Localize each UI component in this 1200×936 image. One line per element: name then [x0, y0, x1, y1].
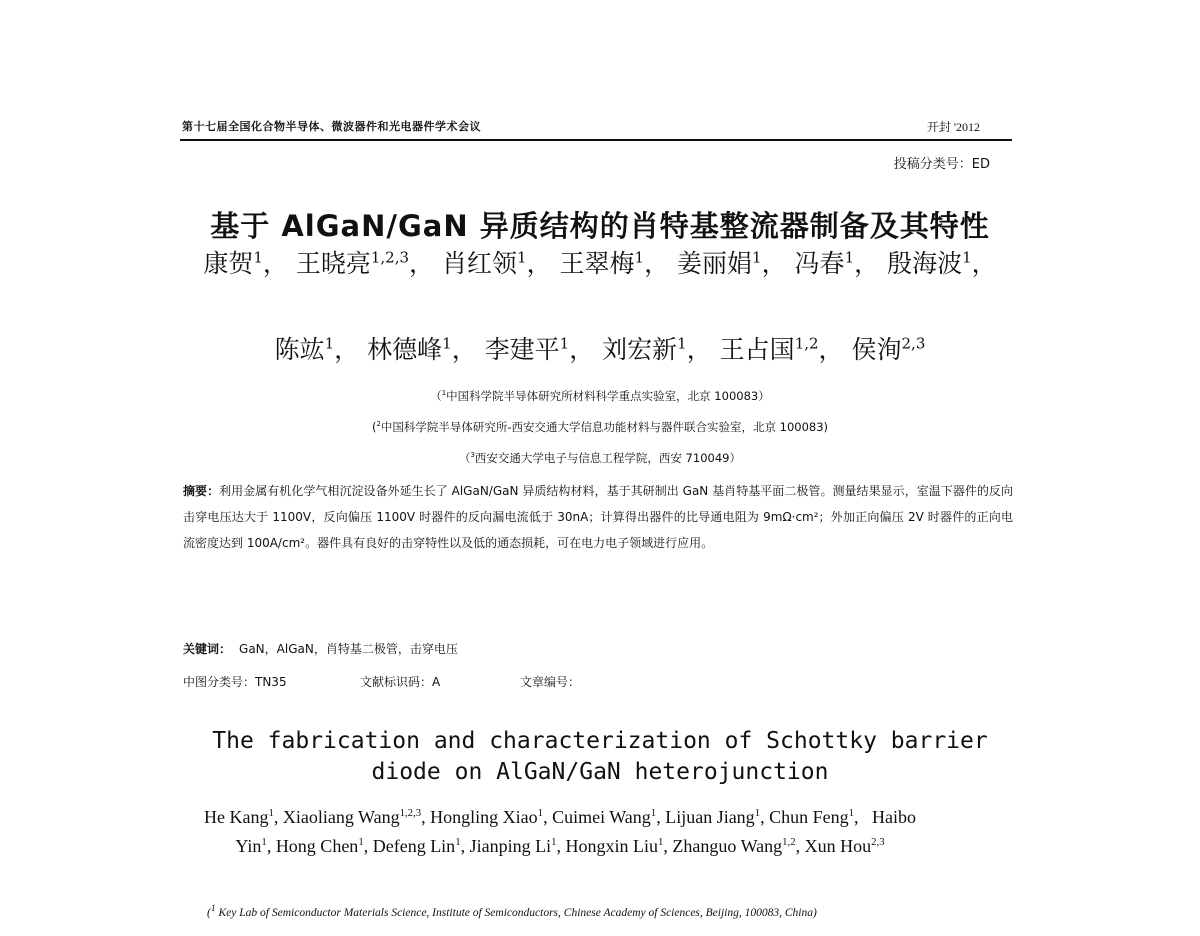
affiliation-cn-1: （$^1$中国科学院半导体研究所材料科学重点实验室，北京 100083） — [430, 389, 770, 403]
author-en: Xiaoliang Wang — [282, 807, 400, 827]
author-cn: 王占国 — [719, 335, 795, 364]
title-chinese: 基于 AlGaN/GaN 异质结构的肖特基整流器制备及其特性 — [210, 209, 990, 243]
author-cn: 殷海波 — [887, 249, 963, 278]
abstract-chinese — [183, 478, 1013, 556]
author-cn: 林德峰 — [367, 335, 443, 364]
title-english-line1: The fabrication and characterization of Schottky barrier — [212, 728, 988, 754]
authors-english: He Kang$^1$, Xiaoliang Wang$^{1,2,3}$, Hongling Xiao$^1$, Cuimei Wang$^1$, Lijuan Jiang$^1$, Chun Feng$^1$, Haibo Yin$^1$, Hong Chen$^1$, Defeng Lin$^1$, Jianping Li$^1$, Hongxin Liu$^1$, Zhanguo Wang$^{1,2}$, Xun Hou$^{2,3}$ — [203, 807, 917, 856]
submission-category: 投稿分类号：ED — [893, 157, 990, 172]
author-en: Jianping Li — [469, 836, 552, 856]
author-en: Chun Feng — [769, 807, 849, 827]
header-rule — [180, 139, 1012, 141]
document-code: 文献标识码：A — [360, 675, 441, 689]
running-head-location-year: 开封 '2012 — [926, 120, 980, 134]
author-cn: 王翠梅 — [559, 249, 635, 278]
keywords-chinese — [183, 640, 458, 657]
author-en: Zhanguo Wang — [672, 836, 783, 856]
author-cn: 刘宏新 — [602, 335, 678, 364]
title-english — [0, 726, 1200, 788]
author-en: He Kang — [203, 807, 269, 827]
affiliation-cn-2: ($^2$中国科学院半导体研究所-西安交通大学信息功能材料与器件联合实验室，北京 100083) — [371, 420, 829, 434]
title-english-line2: diode on AlGaN/GaN heterojunction — [371, 759, 829, 785]
clc-number: 中图分类号：TN35 — [183, 675, 287, 689]
affiliation-cn-3: （$^3$西安交通大学电子与信息工程学院，西安 710049） — [459, 451, 741, 465]
author-en: Cuimei Wang — [552, 807, 651, 827]
author-cn: 侯洵 — [851, 335, 902, 364]
running-head-conference: 第十七届全国化合物半导体、微波器件和光电器件学术会议 — [182, 120, 481, 133]
author-cn: 姜丽娟 — [677, 249, 753, 278]
author-en: Haibo Yin — [235, 807, 917, 856]
article-number: 文章编号： — [520, 675, 581, 689]
author-cn: 冯春 — [794, 249, 845, 278]
author-en: Hong Chen — [275, 836, 359, 856]
author-en: Defeng Lin — [372, 836, 456, 856]
authors-chinese-line1: 康贺$^1$， 王晓亮$^{1,2,3}$， 肖红领$^1$， 王翠梅$^1$， 姜丽娟$^1$， 冯春$^1$， 殷海波$^1$， — [203, 248, 997, 278]
author-cn: 陈竑 — [274, 335, 325, 364]
authors-chinese-line2: 陈竑$^1$， 林德峰$^1$， 李建平$^1$， 刘宏新$^1$， 王占国$^{1,2}$， 侯洵$^{2,3}$ — [274, 334, 926, 364]
author-cn: 康贺 — [203, 249, 254, 278]
author-en: Hongling Xiao — [430, 807, 538, 827]
affiliation-english-1: ($^1$ Key Lab of Semiconductor Materials Science, Institute of Semiconductors, Chinese Academy of Sciences, Beijing, 100083, China) — [207, 903, 817, 919]
author-en: Lijuan Jiang — [665, 807, 755, 827]
abstract-text: 利用金属有机化学气相沉淀设备外延生长了 AlGaN/GaN 异质结构材料，基于其研制出 GaN 基肖特基平面二极管。测量结果显示，室温下器件的反向击穿电压达大于 1100V，反向偏压 1100V 时器件的反向漏电流低于 30nA；计算得出器件的比导通电阻为 9mΩ·cm²；外加正向偏压 2V 时器件的正向电流密度达到 100A/cm²。器件具有良好的击穿特性以及低的通态损耗，可在电力电子领域进行应用。 — [183, 484, 1013, 550]
author-en: Hongxin Liu — [565, 836, 658, 856]
classification-line — [183, 673, 580, 690]
author-cn: 王晓亮 — [295, 249, 371, 278]
keywords-text: GaN，AlGaN，肖特基二极管，击穿电压 — [239, 642, 458, 656]
keywords-label: 关键词： — [183, 642, 232, 656]
author-cn: 李建平 — [484, 335, 560, 364]
author-cn: 肖红领 — [442, 249, 518, 278]
author-en: Xun Hou — [804, 836, 872, 856]
abstract-label: 摘要： — [183, 484, 220, 498]
